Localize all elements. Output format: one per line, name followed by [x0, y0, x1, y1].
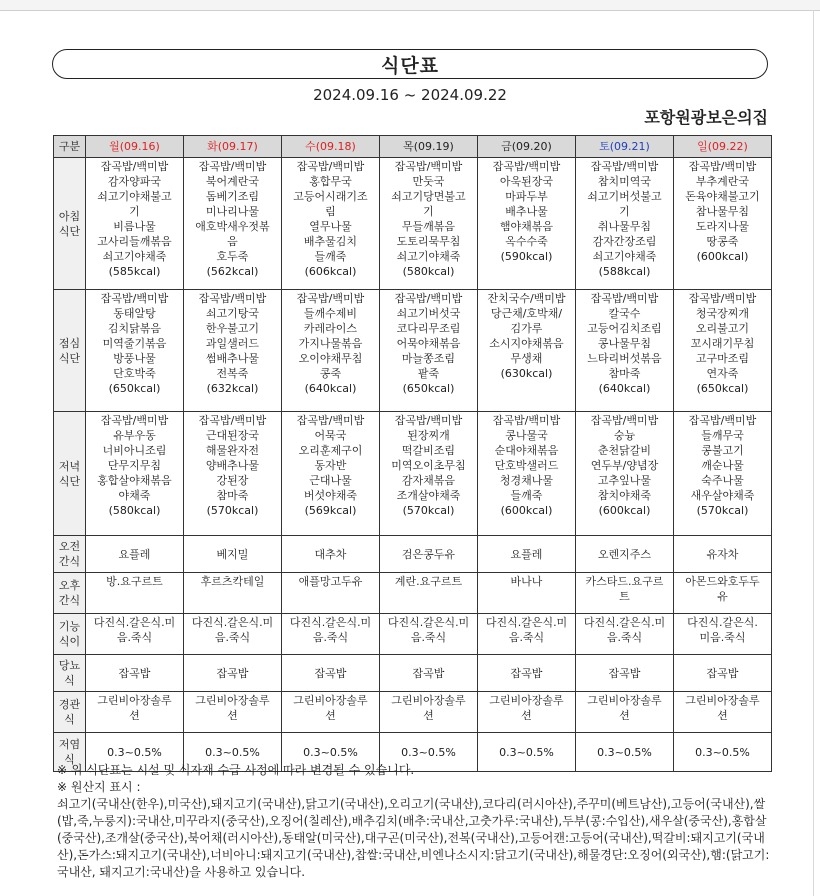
- dish: 들깨죽: [314, 250, 347, 263]
- row-label: 당뇨 식: [54, 655, 86, 692]
- dish: 참나물무침: [695, 205, 750, 218]
- dish: 배추물김치: [303, 235, 358, 248]
- dinner-cell: [674, 412, 772, 536]
- breakfast-cell: [282, 158, 380, 290]
- diabetic-cell: 잡곡밥: [478, 655, 576, 692]
- low-salt-cell: 0.3~0.5%: [282, 733, 380, 772]
- dish: 미나리나물: [205, 205, 260, 218]
- dish: 잡곡밥/백미밥: [492, 160, 561, 173]
- dish: 가지나물볶음: [298, 337, 363, 350]
- dish: 참치미역국: [597, 175, 652, 188]
- lunch-cell: [184, 290, 282, 412]
- calorie-value: (630kcal): [500, 367, 553, 380]
- lunch-cell: [674, 290, 772, 412]
- am-snack-cell: 대추차: [282, 536, 380, 573]
- dish: 감자채볶음: [401, 474, 456, 487]
- dish: 도라지나물: [695, 220, 750, 233]
- dish: 어묵국: [314, 429, 347, 442]
- dish: 마늘쫑조림: [401, 352, 456, 365]
- breakfast-cell: [184, 158, 282, 290]
- dish: 잡곡밥/백미밥: [688, 414, 757, 427]
- dish: 무생채: [510, 352, 543, 365]
- dish: 양배추나물: [205, 459, 260, 472]
- dish: 쇠고기버섯국: [396, 307, 461, 320]
- row-label: 아침 식단: [54, 158, 86, 290]
- dish: 순대야채볶음: [494, 444, 559, 457]
- dish: 참마죽: [608, 367, 641, 380]
- date-range: 2024.09.16 ~ 2024.09.22: [313, 86, 507, 104]
- lunch-cell: [478, 290, 576, 412]
- dish: 썸배추나물: [205, 352, 260, 365]
- tube-cell: 그린비아장솔루 션: [674, 692, 772, 733]
- dish: 해물완자전: [205, 444, 260, 457]
- dish: 홍합무국: [309, 175, 352, 188]
- window-top-bar: [0, 0, 820, 11]
- breakfast-row: [54, 158, 772, 290]
- pm-snack-row: [54, 573, 772, 614]
- dish: 들깨무국: [701, 429, 744, 442]
- dinner-cell: [86, 412, 184, 536]
- dish: 방풍나물: [113, 352, 156, 365]
- dish: 음: [227, 235, 238, 248]
- dish: 참마죽: [216, 489, 249, 502]
- dish: 콩불고기: [701, 444, 744, 457]
- day-header: 월(09.16): [86, 136, 184, 158]
- functional-cell: 다진식.갈은식.미 음.죽식: [478, 614, 576, 655]
- dish: 잔치국수/백미밥: [487, 292, 566, 305]
- dish: 쇠고기탕국: [205, 307, 260, 320]
- header-row: [54, 136, 772, 158]
- dish: 콩나물국: [505, 429, 548, 442]
- dish: 고등어김치조림: [587, 322, 662, 335]
- calorie-value: (570kcal): [206, 504, 259, 517]
- row-label: 저녁 식단: [54, 412, 86, 536]
- dish: 고구마조림: [695, 352, 750, 365]
- dish: 김치닭볶음: [107, 322, 162, 335]
- day-header: 토(09.21): [576, 136, 674, 158]
- am-snack-cell: 유자차: [674, 536, 772, 573]
- lunch-cell: [86, 290, 184, 412]
- dish: 칼국수: [608, 307, 641, 320]
- dish: 잡곡밥/백미밥: [296, 160, 365, 173]
- origin-text: 쇠고기(국내산(한우),미국산),돼지고기(국내산),닭고기(국내산),오리고기(국내산),코다리(러시아산),주꾸미(베트남산),고등어(국내산),쌀(밥,죽,누룽지):국내산,미꾸라지(중국산),오징어(칠레산),배추김치(배추:국내산,고춧가루:국내산),두부(콩:수입산),새우살(중국산),홍합살(중국산),조개살(중국산),북어채(러시아산),동태알(미국산),대구곤(미국산),전복(국내산),고등어캔:고등어(국내산),떡갈비:돼지고기(국내산),돈가스:돼지고기(국내산),너비아니:돼지고기(국내산),찹쌀:국내산,비엔나소시지:닭고기(국내산),해물경단:오징어(외국산),햄:(닭고기:국내산, 돼지고기:국내산)을 사용하고 있습니다.: [57, 797, 770, 879]
- diabetic-cell: 잡곡밥: [86, 655, 184, 692]
- dish: 홍합살야채볶음: [97, 474, 172, 487]
- dish: 쇠고기당면불고: [391, 190, 466, 203]
- dish: 당근채/호박채/: [490, 307, 563, 320]
- calorie-value: (588kcal): [598, 265, 651, 278]
- am-snack-cell: 베지밀: [184, 536, 282, 573]
- dish: 잡곡밥/백미밥: [198, 160, 267, 173]
- pm-snack-cell: 애플망고두유: [282, 573, 380, 614]
- dish: 떡갈비조림: [401, 444, 456, 457]
- lunch-cell: [282, 290, 380, 412]
- dish: 돈육야채불고기: [685, 190, 760, 203]
- am-snack-cell: 검은콩두유: [380, 536, 478, 573]
- dish: 너비아니조림: [102, 444, 167, 457]
- row-label: 점심 식단: [54, 290, 86, 412]
- calorie-value: (600kcal): [598, 504, 651, 517]
- dish: 만둣국: [412, 175, 445, 188]
- functional-cell: 다진식.갈은식.미 음.죽식: [184, 614, 282, 655]
- functional-cell: 다진식.갈은식.미 음.죽식: [86, 614, 184, 655]
- dish: 감자양파국: [107, 175, 162, 188]
- functional-cell: 다진식.갈은식. 미음.죽식: [674, 614, 772, 655]
- dish: 도토리묵무침: [396, 235, 461, 248]
- dish: 취나물무침: [597, 220, 652, 233]
- dish: 아욱된장국: [499, 175, 554, 188]
- dish: 단호박샐러드: [494, 459, 559, 472]
- dish: 배추나물: [505, 205, 548, 218]
- dish: 잡곡밥/백미밥: [590, 292, 659, 305]
- calorie-value: (562kcal): [206, 265, 259, 278]
- tube-cell: 그린비아장솔루 션: [184, 692, 282, 733]
- dish: 김가루: [510, 322, 543, 335]
- dish: 감자간장조림: [592, 235, 657, 248]
- calorie-value: (600kcal): [500, 504, 553, 517]
- dish: 코다리무조림: [396, 322, 461, 335]
- functional-cell: 다진식.갈은식.미 음.죽식: [380, 614, 478, 655]
- row-label: 기능 식이: [54, 614, 86, 655]
- page-title: 식단표: [52, 49, 768, 79]
- tube-cell: 그린비아장솔루 션: [576, 692, 674, 733]
- functional-row: [54, 614, 772, 655]
- dish: 쇠고기야채죽: [102, 250, 167, 263]
- dish: 잡곡밥/백미밥: [296, 292, 365, 305]
- calorie-value: (590kcal): [500, 250, 553, 263]
- notes-section: [57, 762, 773, 881]
- dish: 숭늉: [613, 429, 636, 442]
- dish: 야채죽: [118, 489, 151, 502]
- dish: 고등어시래기조: [293, 190, 368, 203]
- dish: 비름나물: [113, 220, 156, 233]
- diabetic-cell: 잡곡밥: [576, 655, 674, 692]
- lunch-row: [54, 290, 772, 412]
- dish: 북어계란국: [205, 175, 260, 188]
- dish: 부추계란국: [695, 175, 750, 188]
- dinner-cell: [478, 412, 576, 536]
- dish: 잡곡밥/백미밥: [394, 292, 463, 305]
- am-snack-cell: 요플레: [86, 536, 184, 573]
- day-header: 일(09.22): [674, 136, 772, 158]
- functional-cell: 다진식.갈은식.미 음.죽식: [576, 614, 674, 655]
- dish: 잡곡밥/백미밥: [100, 292, 169, 305]
- dish: 잡곡밥/백미밥: [590, 160, 659, 173]
- dish: 동태알탕: [113, 307, 156, 320]
- low-salt-cell: 0.3~0.5%: [380, 733, 478, 772]
- dish: 호두죽: [216, 250, 249, 263]
- dish: 기: [129, 205, 140, 218]
- pm-snack-cell: 카스타드.요구르 트: [576, 573, 674, 614]
- dish: 카레라이스: [303, 322, 358, 335]
- pm-snack-cell: 아몬드와호두두 유: [674, 573, 772, 614]
- dish: 오리불고기: [695, 322, 750, 335]
- tube-cell: 그린비아장솔루 션: [478, 692, 576, 733]
- row-label: 저염 식: [54, 733, 86, 772]
- dish: 연두부/양념장: [590, 459, 659, 472]
- dish: 열무나물: [309, 220, 352, 233]
- dish: 팥죽: [417, 367, 440, 380]
- meal-plan-table: [53, 135, 772, 772]
- diabetic-cell: 잡곡밥: [380, 655, 478, 692]
- organization-name: 포항원광보은의집: [644, 108, 768, 127]
- calorie-value: (580kcal): [402, 265, 455, 278]
- day-header: 수(09.18): [282, 136, 380, 158]
- calorie-value: (600kcal): [696, 250, 749, 263]
- low-salt-cell: 0.3~0.5%: [576, 733, 674, 772]
- tube-cell: 그린비아장솔루 션: [282, 692, 380, 733]
- row-label: 오후 간식: [54, 573, 86, 614]
- dish: 고추잎나물: [597, 474, 652, 487]
- header-label: 구분: [54, 136, 86, 158]
- dish: 잡곡밥/백미밥: [100, 160, 169, 173]
- calorie-value: (606kcal): [304, 265, 357, 278]
- dish: 전복죽: [216, 367, 249, 380]
- calorie-value: (650kcal): [402, 382, 455, 395]
- am-snack-row: [54, 536, 772, 573]
- change-notice: ※ 위 식단표는 시설 및 식자재 수급 사정에 따라 변경될 수 있습니다.: [57, 763, 415, 777]
- dish: 오이야채무침: [298, 352, 363, 365]
- dish: 잡곡밥/백미밥: [688, 160, 757, 173]
- breakfast-cell: [674, 158, 772, 290]
- calorie-value: (569kcal): [304, 504, 357, 517]
- dish: 잡곡밥/백미밥: [100, 414, 169, 427]
- lunch-cell: [576, 290, 674, 412]
- dish: 잡곡밥/백미밥: [394, 414, 463, 427]
- breakfast-cell: [86, 158, 184, 290]
- origin-title: ※ 원산지 표시 :: [57, 780, 141, 794]
- calorie-value: (640kcal): [598, 382, 651, 395]
- dish: 애호박새우젓볶: [195, 220, 270, 233]
- dish: 무들깨볶음: [401, 220, 456, 233]
- dish: 근대나물: [309, 474, 352, 487]
- row-label: 경관 식: [54, 692, 86, 733]
- calorie-value: (570kcal): [696, 504, 749, 517]
- calorie-value: (632kcal): [206, 382, 259, 395]
- dish: 쇠고기버섯불고: [587, 190, 662, 203]
- diabetic-cell: 잡곡밥: [184, 655, 282, 692]
- dish: 미역줄기볶음: [102, 337, 167, 350]
- am-snack-cell: 요플레: [478, 536, 576, 573]
- tube-row: [54, 692, 772, 733]
- calorie-value: (580kcal): [108, 504, 161, 517]
- dish: 한우불고기: [205, 322, 260, 335]
- page-edge: [813, 10, 814, 896]
- calorie-value: (650kcal): [696, 382, 749, 395]
- dish: 림: [325, 205, 336, 218]
- pm-snack-cell: 후르츠칵테일: [184, 573, 282, 614]
- dish: 들깨죽: [510, 489, 543, 502]
- day-header: 화(09.17): [184, 136, 282, 158]
- dish: 청경채나물: [499, 474, 554, 487]
- dish: 기: [619, 205, 630, 218]
- lunch-cell: [380, 290, 478, 412]
- dish: 소시지야채볶음: [489, 337, 564, 350]
- pm-snack-cell: 계란.요구르트: [380, 573, 478, 614]
- dish: 마파두부: [505, 190, 548, 203]
- dish: 깨순나물: [701, 459, 744, 472]
- dish: 강된장: [216, 474, 249, 487]
- dish: 잡곡밥/백미밥: [394, 160, 463, 173]
- dish: 미역오이초무침: [391, 459, 466, 472]
- dinner-cell: [184, 412, 282, 536]
- dinner-row: [54, 412, 772, 536]
- dish: 기: [423, 205, 434, 218]
- dish: 꼬시래기무침: [690, 337, 755, 350]
- dish: 동자반: [314, 459, 347, 472]
- dish: 쇠고기야채불고: [97, 190, 172, 203]
- dish: 참치야채죽: [597, 489, 652, 502]
- dish: 과일샐러드: [205, 337, 260, 350]
- dish: 잡곡밥/백미밥: [198, 292, 267, 305]
- day-header: 금(09.20): [478, 136, 576, 158]
- row-label: 오전 간식: [54, 536, 86, 573]
- dish: 춘천닭갈비: [597, 444, 652, 457]
- dish: 쇠고기야채죽: [396, 250, 461, 263]
- day-header: 목(09.19): [380, 136, 478, 158]
- dish: 된장찌개: [407, 429, 450, 442]
- breakfast-cell: [576, 158, 674, 290]
- calorie-value: (650kcal): [108, 382, 161, 395]
- dinner-cell: [380, 412, 478, 536]
- dish: 잡곡밥/백미밥: [688, 292, 757, 305]
- dish: 들깨수제비: [303, 307, 358, 320]
- dinner-cell: [576, 412, 674, 536]
- dish: 단호박죽: [113, 367, 156, 380]
- calorie-value: (570kcal): [402, 504, 455, 517]
- dish: 버섯야채죽: [303, 489, 358, 502]
- tube-cell: 그린비아장솔루 션: [86, 692, 184, 733]
- diabetic-cell: 잡곡밥: [282, 655, 380, 692]
- dish: 느타리버섯볶음: [587, 352, 662, 365]
- dish: 오리훈제구이: [298, 444, 363, 457]
- low-salt-cell: 0.3~0.5%: [86, 733, 184, 772]
- dish: 잡곡밥/백미밥: [590, 414, 659, 427]
- dish: 옥수수죽: [505, 235, 548, 248]
- calorie-value: (585kcal): [108, 265, 161, 278]
- breakfast-cell: [478, 158, 576, 290]
- dish: 쇠고기야채죽: [592, 250, 657, 263]
- dish: 새우살야채죽: [690, 489, 755, 502]
- dish: 청국장찌개: [695, 307, 750, 320]
- dish: 잡곡밥/백미밥: [492, 414, 561, 427]
- functional-cell: 다진식.갈은식.미 음.죽식: [282, 614, 380, 655]
- dish: 잡곡밥/백미밥: [296, 414, 365, 427]
- breakfast-cell: [380, 158, 478, 290]
- dish: 땅콩죽: [706, 235, 739, 248]
- dish: 콩죽: [319, 367, 342, 380]
- dinner-cell: [282, 412, 380, 536]
- dish: 조개살야채죽: [396, 489, 461, 502]
- dish: 햄야채볶음: [499, 220, 554, 233]
- dish: 어묵야채볶음: [396, 337, 461, 350]
- diabetic-cell: 잡곡밥: [674, 655, 772, 692]
- dish: 유부우동: [113, 429, 156, 442]
- low-salt-cell: 0.3~0.5%: [674, 733, 772, 772]
- pm-snack-cell: 바나나: [478, 573, 576, 614]
- dish: 숙주나물: [701, 474, 744, 487]
- dish: 돔베기조림: [205, 190, 260, 203]
- dish: 단무지무침: [107, 459, 162, 472]
- low-salt-cell: 0.3~0.5%: [184, 733, 282, 772]
- dish: 고사리들깨볶음: [97, 235, 172, 248]
- dish: 콩나물무침: [597, 337, 652, 350]
- dish: 잡곡밥/백미밥: [198, 414, 267, 427]
- low-salt-cell: 0.3~0.5%: [478, 733, 576, 772]
- dish: 연자죽: [706, 367, 739, 380]
- dish: 근대된장국: [205, 429, 260, 442]
- tube-cell: 그린비아장솔루 션: [380, 692, 478, 733]
- diabetic-row: [54, 655, 772, 692]
- calorie-value: (640kcal): [304, 382, 357, 395]
- pm-snack-cell: 방.요구르트: [86, 573, 184, 614]
- am-snack-cell: 오렌지주스: [576, 536, 674, 573]
